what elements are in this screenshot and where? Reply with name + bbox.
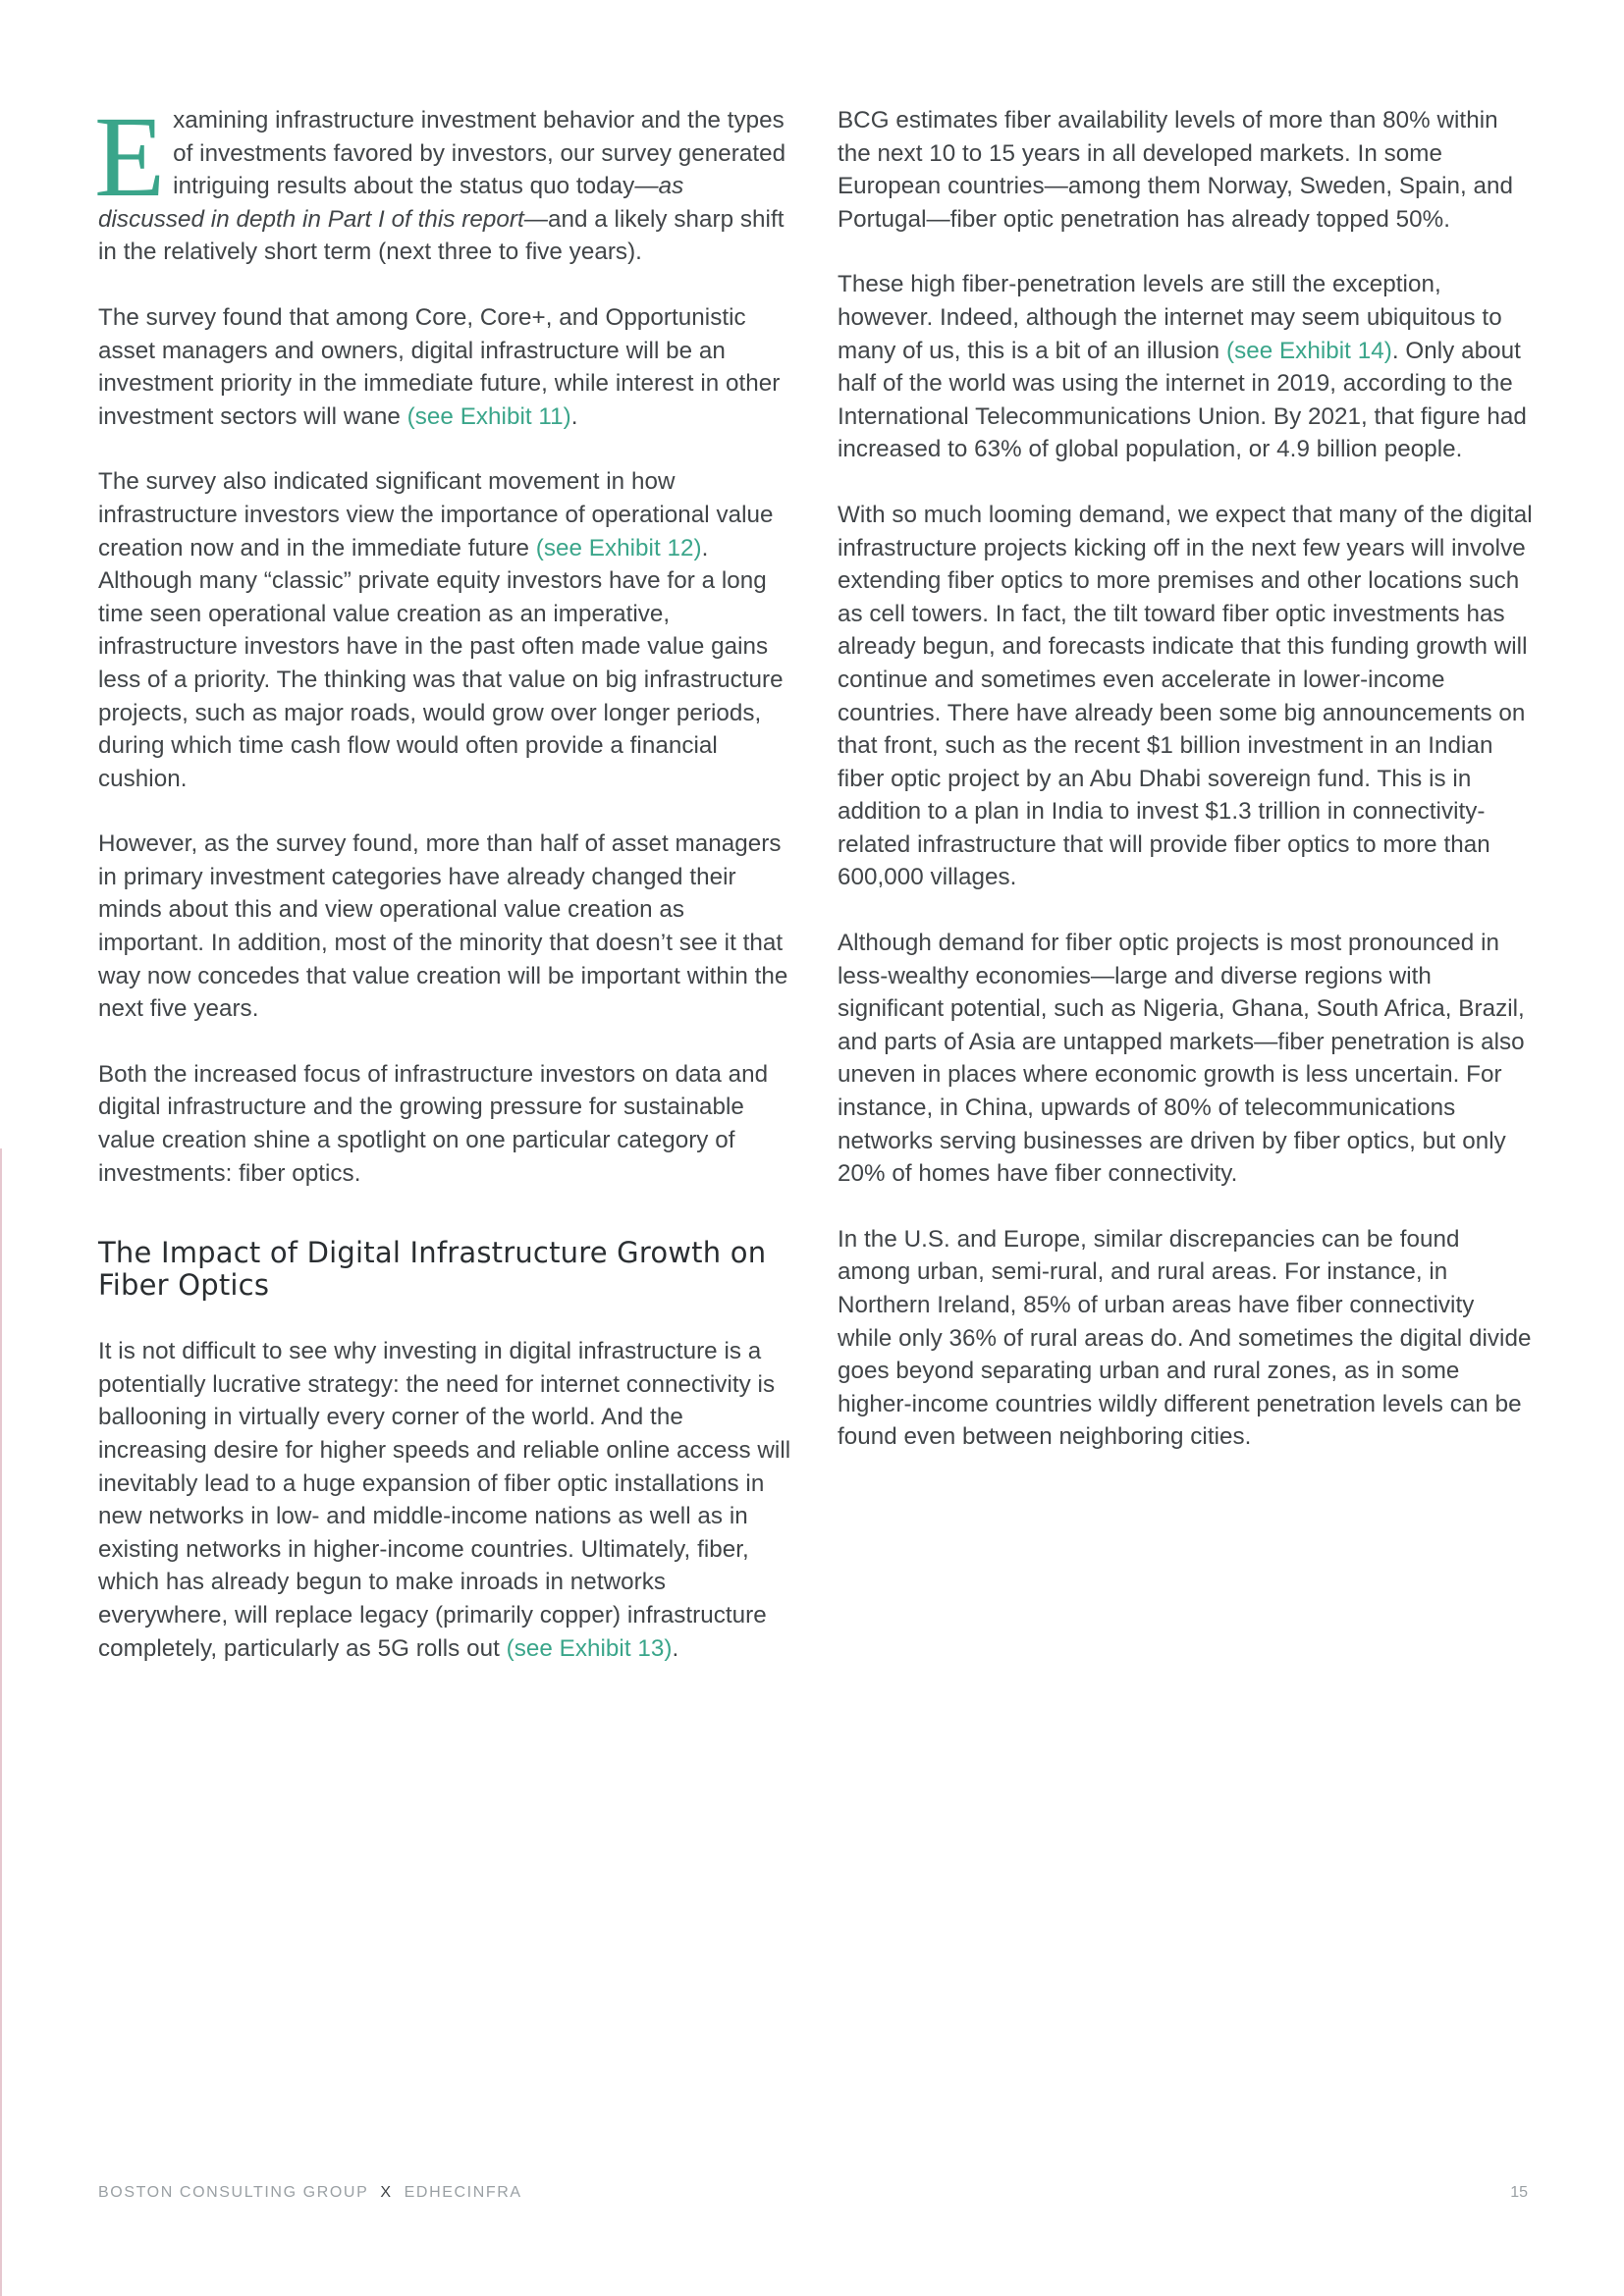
page-number: 15 xyxy=(1510,2184,1528,2201)
intro-text: xamining infrastructure investment behavior and the types of investments favored by investors, our survey generated intriguing results about the status quo today xyxy=(173,107,786,200)
fiber-spotlight-paragraph: Both the increased focus of infrastructure investors on data and digital infrastructure and the growing pressure for sustainable value creation shine a spotlight on one particular category of investments: fiber optics. xyxy=(98,1060,769,1187)
footer-bcg: BOSTON CONSULTING GROUP xyxy=(98,2184,369,2201)
footer-edhecinfra: EDHECINFRA xyxy=(404,2184,522,2201)
paragraph-end: . Although many “classic” private equity investors have for a long time seen operational value creation as an imperative, infrastructure investors have in the past often made value gains less of a priority. The thinking was that value on big infrastructure projects, such as major roads, would grow over longer periods, during which time cash flow would often provide a financial cushion. xyxy=(98,534,784,792)
intro-text-end: —and a likely sharp shift in the relatively short term (next three to five years). xyxy=(98,205,785,266)
left-column xyxy=(94,92,793,1665)
intro-italic-note: —as discussed in depth in Part I of this report xyxy=(98,173,684,233)
digital-strategy-paragraph xyxy=(98,1335,793,1665)
exhibit-14-link[interactable]: (see Exhibit 14) xyxy=(1225,337,1392,364)
paragraph-end: . Only about half of the world was using the internet in 2019, according to the International Telecommunications Union. By 2021, that figure had increased to 63% of global population, or 4.9 billion people. xyxy=(838,337,1527,463)
minds-changed-paragraph: However, as the survey found, more than half of asset managers in primary investment categories have already changed their minds about this and view operational value creation as important. In addition, most of the minority that doesn’t see it that way now concedes that value creation will be important within the next five years. xyxy=(98,830,788,1023)
paragraph-text: It is not difficult to see why investing in digital infrastructure is a potentially lucrative strategy: the need for internet connectivity is ballooning in virtually every corner of the world. And the increasing desire for higher speeds and reliable online access will inevitably lead to a huge expansion of fiber optic installations in new networks in low- and middle-income nations as well as in existing networks in higher-income countries. Ultimately, fiber, which has already begun to make inroads in networks everywhere, will replace legacy (primarily copper) infrastructure completely, particularly as 5G rolls out xyxy=(98,1338,791,1662)
intro-paragraph xyxy=(94,92,793,269)
paragraph-end: . xyxy=(672,1634,679,1662)
paragraph-text: These high fiber-penetration levels are still the exception, however. Indeed, although the internet may seem ubiquitous to many of us, this is a bit of an illusion xyxy=(838,271,1502,364)
bcg-estimates-paragraph: BCG estimates fiber availability levels of more than 80% within the next 10 to 15 years in all developed markets. In some European countries—among them Norway, Sweden, Spain, and Portugal—fiber optic penetration has already topped 50%. xyxy=(838,107,1514,233)
paragraph-end: . xyxy=(570,402,578,430)
drop-cap: E xyxy=(94,92,166,221)
paragraph-text: The survey also indicated significant movement in how infrastructure investors view the importance of operational value creation now and in the immediate future xyxy=(98,468,774,561)
demand-economies-paragraph: Although demand for fiber optic projects is most pronounced in less-wealthy economies—large and diverse regions with significant potential, such as Nigeria, Ghana, South Africa, Brazil, and parts of Asia are untapped markets—fiber penetration is also uneven in places where economic growth is less uncertain. For instance, in China, upwards of 80% of telecommunications networks serving businesses are driven by fiber optics, but only 20% of homes have fiber connectivity. xyxy=(838,930,1525,1188)
footer-publisher xyxy=(98,2184,522,2202)
section-heading: The Impact of Digital Infrastructure Growth on Fiber Optics xyxy=(98,1236,767,1303)
right-column xyxy=(838,104,1533,1454)
footer-separator: X xyxy=(380,2184,393,2201)
looming-demand-paragraph: With so much looming demand, we expect that many of the digital infrastructure projects kicking off in the next few years will involve extending fiber optics to more premises and other locations such as cell towers. In fact, the tilt toward fiber optic investments has already begun, and forecasts indicate that this funding growth will continue and sometimes even accelerate in lower-income countries. There have already been some big announcements on that front, such as the recent $1 billion investment in an Indian fiber optic project by an Abu Dhabi sovereign fund. This is in addition to a plan in India to invest $1.3 trillion in connectivity-related infrastructure that will provide fiber optics to more than 600,000 villages. xyxy=(838,501,1533,891)
exhibit-11-link[interactable]: (see Exhibit 11) xyxy=(406,402,571,430)
exhibit-13-link[interactable]: (see Exhibit 13) xyxy=(506,1634,673,1662)
penetration-exception-paragraph xyxy=(838,268,1533,466)
page-edge-line xyxy=(0,1148,2,2296)
paragraph-text: The survey found that among Core, Core+, and Opportunistic asset managers and owners, digital infrastructure will be an investment priority in the immediate future, while interest in other investment sectors will wane xyxy=(98,303,781,430)
us-europe-paragraph: In the U.S. and Europe, similar discrepancies can be found among urban, semi-rural, and rural areas. For instance, in Northern Ireland, 85% of urban areas have fiber connectivity while only 36% of rural areas do. And sometimes the digital divide goes beyond separating urban and rural zones, as in some higher-income countries wildly different penetration levels can be found even between neighboring cities. xyxy=(838,1225,1532,1451)
survey-digital-paragraph xyxy=(98,301,793,433)
exhibit-12-link[interactable]: (see Exhibit 12) xyxy=(535,534,702,561)
operational-value-paragraph xyxy=(98,465,793,795)
